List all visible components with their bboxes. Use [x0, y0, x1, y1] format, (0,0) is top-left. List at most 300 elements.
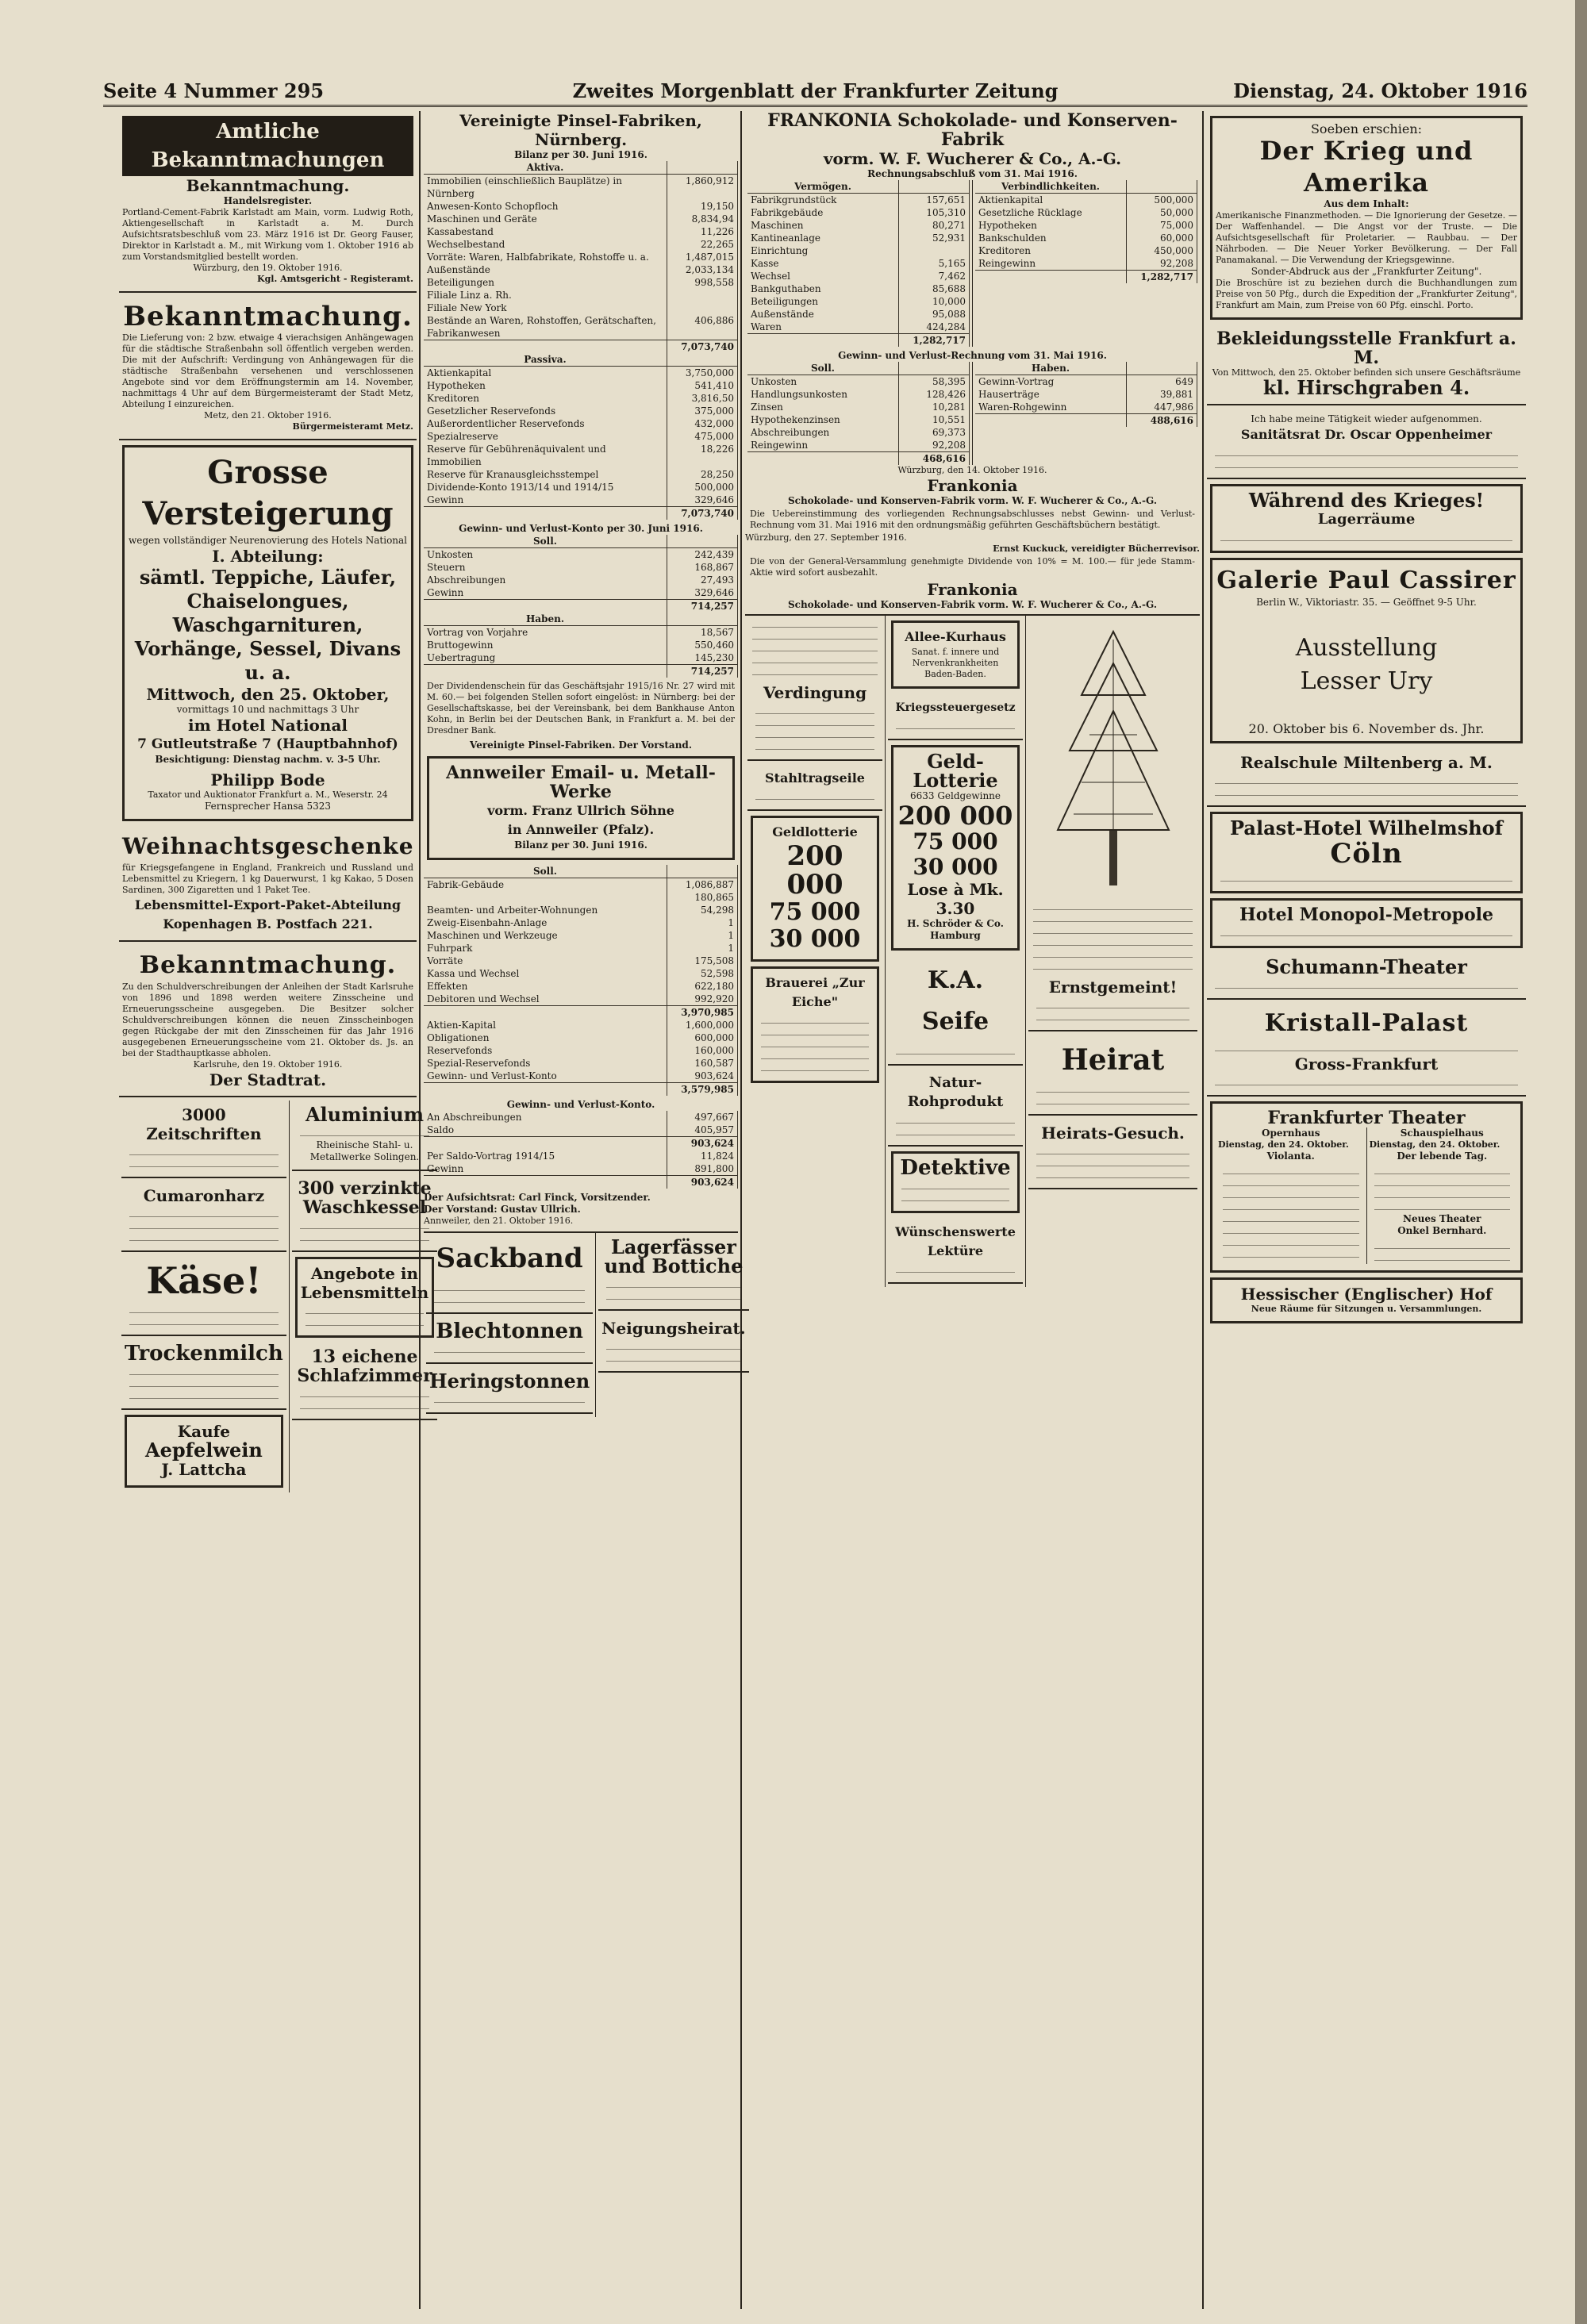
table-row: [975, 206, 1197, 219]
table-row: [424, 548, 738, 562]
row-amount: 992,920: [667, 993, 738, 1006]
notice-place: Würzburg, den 19. Oktober 1916.: [193, 263, 343, 273]
ad-headline: Palast-Hotel Wilhelmshof: [1230, 816, 1503, 839]
soll-table: [747, 362, 970, 465]
table-row: [747, 232, 970, 244]
annweiler-soll: [424, 865, 738, 1019]
row-label: Vortrag von Vorjahre: [424, 626, 667, 640]
table-row: [747, 206, 970, 219]
row-label: Waren-Rohgewinn: [975, 401, 1127, 414]
ticket-price: Lose à Mk. 3.30: [907, 880, 1004, 918]
table-row: [424, 200, 738, 213]
row-label: Kantineanlage: [747, 232, 899, 244]
row-amount: 10,000: [899, 295, 970, 308]
monopol-ad: [1210, 898, 1523, 948]
row-label: Uebertragung: [424, 651, 667, 665]
column-1: [119, 111, 432, 2309]
ad-headline: Geld-Lotterie: [913, 750, 998, 792]
balance-passiva: [424, 353, 738, 520]
table-row: [747, 295, 970, 308]
row-label: Vorräte: [424, 955, 667, 967]
table-row: [424, 225, 738, 238]
table-row: [975, 271, 1197, 284]
table-row: [424, 443, 738, 468]
small-ads-left: [119, 1101, 290, 1492]
table-row: [424, 213, 738, 225]
audit-text: Die Uebereinstimmung des vorliegenden Rechnungsabschlusses nebst Gewinn- und Verlust-Rechnung vom 31. Mai 1916 mit den ordnungsmäßig geführten Geschäftsbüchern bestätigt.: [750, 509, 1195, 530]
row-amount: 1,600,000: [667, 1019, 738, 1031]
annweiler-header: [427, 756, 735, 860]
ads-col-c: [1026, 616, 1200, 1287]
row-label: Handlungsunkosten: [747, 388, 899, 401]
row-amount: 11,226: [667, 225, 738, 238]
table-title: Gewinn- und Verlust-Konto.: [506, 1099, 655, 1110]
row-label: Vorräte: Waren, Halbfabrikate, Rohstoffe u. a.: [424, 251, 667, 263]
table-row: [424, 1070, 738, 1083]
lower-ads-area: [745, 616, 1200, 1287]
report-subtitle: Bilanz per 30. Juni 1916.: [514, 149, 647, 160]
row-amount: 58,395: [899, 375, 970, 389]
report-title: FRANKONIA Schokolade- und Konserven-Fabrik: [767, 110, 1178, 150]
row-label: Beteiligungen: [747, 295, 899, 308]
table-row: [424, 392, 738, 405]
audit-date: Würzburg, den 27. September 1916.: [745, 532, 907, 543]
table-row: [424, 904, 738, 916]
row-amount: 157,651: [899, 194, 970, 207]
dividend-text: Die von der General-Versammlung genehmigte Dividende von 10% = M. 100.— für jede Stamm-Aktie wird sofort ausbezahlt.: [750, 556, 1195, 578]
table-row: [975, 375, 1197, 389]
prize-amount: 75 000: [769, 898, 861, 926]
row-label: Debitoren und Wechsel: [424, 993, 667, 1006]
table-row: [975, 388, 1197, 401]
realschule-ad: [1207, 748, 1526, 807]
ad-address: kl. Hirschgraben 4.: [1262, 376, 1470, 399]
row-label: Reingewinn: [975, 257, 1127, 271]
row-label: Kassa und Wechsel: [424, 967, 667, 980]
exhibition-artist: Lesser Ury: [1300, 667, 1433, 695]
row-label: Gesetzliche Rücklage: [975, 206, 1127, 219]
row-amount: 160,000: [667, 1044, 738, 1057]
row-amount: 22,265: [667, 238, 738, 251]
row-label: Beamten- und Arbeiter-Wohnungen: [424, 904, 667, 916]
table-row: [424, 574, 738, 586]
ad-headline: Sackband: [436, 1243, 583, 1274]
ad-headline: Heringstonnen: [429, 1369, 590, 1392]
performance-date: Dienstag, den 24. Oktober.: [1218, 1139, 1349, 1150]
company-name: Frankonia: [927, 476, 1018, 495]
ad-headline: Blechtonnen: [436, 1319, 583, 1343]
issue-date: Dienstag, 24. Oktober 1916: [1233, 79, 1527, 102]
row-amount: 903,624: [667, 1070, 738, 1083]
row-label: Spezial-Reservefonds: [424, 1057, 667, 1070]
krieg-amerika-ad: [1210, 116, 1523, 320]
ad-headline: Lagerfässer und Bottiche: [604, 1235, 744, 1277]
auctioneer-detail: Taxator und Auktionator Frankfurt a. M., Weserstr. 24: [148, 789, 388, 800]
row-label: Kassabestand: [424, 225, 667, 238]
row-amount: 714,257: [667, 665, 738, 678]
table-row: [424, 1031, 738, 1044]
ad-headline: Grosse Versteigerung: [142, 454, 394, 532]
report-title: Vereinigte Pinsel-Fabriken, Nürnberg.: [459, 111, 702, 149]
row-amount: [667, 289, 738, 302]
row-amount: 7,462: [899, 270, 970, 282]
ad-section: I. Abteilung:: [212, 547, 324, 566]
table-row: [975, 257, 1197, 271]
table-row: [424, 1057, 738, 1070]
row-label: Fabrikgrundstück: [747, 194, 899, 207]
table-row: [424, 878, 738, 892]
row-amount: 600,000: [667, 1031, 738, 1044]
table-row: [975, 244, 1197, 257]
hessischer-hof-ad: [1210, 1277, 1523, 1323]
notice-place: Metz, den 21. Oktober 1916.: [204, 410, 332, 421]
row-amount: 903,624: [667, 1176, 738, 1189]
row-label: [424, 665, 667, 678]
table-row: [747, 375, 970, 389]
row-amount: 649: [1127, 375, 1197, 389]
table-row: [424, 367, 738, 380]
ad-location: im Hotel National: [188, 716, 348, 735]
row-label: [424, 1006, 667, 1020]
row-amount: 550,460: [667, 639, 738, 651]
row-label: An Abschreibungen: [424, 1111, 667, 1124]
ad-headline: Brauerei „Zur Eiche": [765, 975, 865, 1009]
row-label: Gewinn-Vortrag: [975, 375, 1127, 389]
row-label: Filiale New York: [424, 302, 667, 314]
ad-headline: Hotel Monopol-Metropole: [1239, 905, 1494, 925]
annweiler-passiva: [424, 1019, 738, 1096]
ad-subtitle: Lagerräume: [1317, 511, 1416, 528]
guv-soll: [424, 535, 738, 613]
table-row: [424, 586, 738, 600]
table-row: [424, 430, 738, 443]
row-amount: 175,508: [667, 955, 738, 967]
table-row: [975, 401, 1197, 414]
ad-headline: Heirats-Gesuch.: [1041, 1124, 1185, 1143]
ad-headline: 3000 Zeitschriften: [146, 1105, 262, 1143]
row-amount: 28,250: [667, 468, 738, 481]
bekleidung-ad: [1207, 325, 1526, 405]
row-label: Außenstände: [424, 263, 667, 276]
table-row: [424, 405, 738, 417]
row-label: Bankschulden: [975, 232, 1127, 244]
row-label: Effekten: [424, 980, 667, 993]
row-label: Aktienkapital: [975, 194, 1127, 207]
table-heading: Verbindlichkeiten.: [975, 180, 1127, 194]
haben-table: [975, 362, 1197, 427]
performance-title: Der lebende Tag.: [1397, 1150, 1488, 1162]
row-amount: 1: [667, 929, 738, 942]
prize-amount: 200 000: [897, 801, 1013, 831]
table-row: [424, 481, 738, 494]
annweiler-guv-soll: [424, 1111, 738, 1150]
prize-amount: 30 000: [769, 925, 861, 953]
krieges-ad: [1210, 484, 1523, 553]
table-heading: Soll.: [424, 535, 667, 548]
row-amount: 2,033,134: [667, 263, 738, 276]
row-amount: 1,487,015: [667, 251, 738, 263]
ad-headline: Cumaronharz: [143, 1186, 265, 1205]
notice-title: Bekanntmachung.: [123, 301, 413, 332]
table-title: Gewinn- und Verlust-Konto per 30. Juni 1916.: [459, 523, 703, 534]
table-row: [424, 1124, 738, 1137]
exhibition-label: Ausstellung: [1295, 634, 1438, 662]
ad-headline: Sanitätsrat Dr. Oscar Oppenheimer: [1240, 427, 1493, 442]
table-row: [747, 413, 970, 426]
row-label: Hauserträge: [975, 388, 1127, 401]
ad-note: Sonder-Abdruck aus der „Frankfurter Zeitung".: [1251, 266, 1482, 277]
table-row: [424, 600, 738, 613]
row-label: Wechselbestand: [424, 238, 667, 251]
row-label: Reserve für Kranausgleichsstempel: [424, 468, 667, 481]
row-amount: 85,688: [899, 282, 970, 295]
table-row: [975, 414, 1197, 428]
binding-gutter: [1575, 0, 1587, 2324]
row-label: Abschreibungen: [424, 574, 667, 586]
ad-headline: Stahltragseile: [765, 770, 865, 786]
row-amount: 39,881: [1127, 388, 1197, 401]
report-subtitle: vorm. Franz Ullrich Söhne: [487, 803, 674, 818]
row-label: Hypothekenzinsen: [747, 413, 899, 426]
row-amount: 432,000: [667, 417, 738, 430]
table-row: [747, 452, 970, 466]
row-amount: 500,000: [667, 481, 738, 494]
row-amount: 168,867: [667, 561, 738, 574]
row-amount: 1,282,717: [899, 334, 970, 348]
row-label: Unkosten: [424, 548, 667, 562]
ad-headline: Trockenmilch: [125, 1342, 283, 1366]
ad-company: Lebensmittel-Export-Paket-Abteilung: [134, 897, 402, 912]
row-amount: 622,180: [667, 980, 738, 993]
notice-text: Portland-Cement-Fabrik Karlstadt am Main, vorm. Ludwig Roth, Aktiengesellschaft in Karlstadt a. M. Durch Aufsichtsratsbeschluß vom 23. März 1916 ist Dr. Georg Fauser, Direktor in Karlstadt a. M., mit Wirkung vom 1. Oktober 1916 ab zum Vorstandsmitglied bestellt worden.: [122, 207, 413, 262]
palast-hotel-ad: [1210, 812, 1523, 893]
row-label: Wechsel: [747, 270, 899, 282]
row-amount: 18,226: [667, 443, 738, 468]
column-3: [745, 111, 1200, 2309]
row-amount: 447,986: [1127, 401, 1197, 414]
board-signature: Der Vorstand: Gustav Ullrich.: [424, 1204, 581, 1215]
row-amount: 95,088: [899, 308, 970, 321]
table-heading: Vermögen.: [747, 180, 899, 194]
row-amount: 7,073,740: [667, 507, 738, 520]
masthead: Zweites Morgenblatt der Frankfurter Zeitung: [572, 79, 1059, 102]
auditor: Ernst Kuckuck, vereidigter Bücherrevisor.: [993, 544, 1200, 554]
notice-signature: Kgl. Amtsgericht - Registeramt.: [257, 274, 413, 284]
cassirer-ad: [1210, 558, 1523, 743]
table-row: [747, 321, 970, 334]
row-amount: 180,865: [667, 891, 738, 904]
row-label: [424, 507, 667, 520]
row-amount: 19,150: [667, 200, 738, 213]
table-row: [424, 891, 738, 904]
row-label: [424, 340, 667, 354]
row-amount: 60,000: [1127, 232, 1197, 244]
notice-signature: Bürgermeisteramt Metz.: [292, 421, 413, 432]
table-row: [424, 665, 738, 678]
report-date: Rechnungsabschluß vom 31. Mai 1916.: [867, 168, 1078, 179]
ad-subtitle: Sanat. f. innere und Nervenkrankheiten Baden-Baden.: [911, 647, 1000, 679]
phone: Fernsprecher Hansa 5323: [204, 801, 332, 812]
row-amount: 468,616: [899, 452, 970, 466]
table-row: [747, 426, 970, 439]
theater-title: Frankfurter Theater: [1267, 1108, 1466, 1128]
row-label: Kreditoren: [424, 392, 667, 405]
ad-address: Kopenhagen B. Postfach 221.: [163, 916, 373, 932]
row-label: Hypotheken: [424, 379, 667, 392]
column-rule: [1202, 111, 1204, 2309]
column-2: [424, 111, 746, 2309]
table-row: [424, 1137, 738, 1150]
column-rule: [740, 111, 742, 2309]
row-label: Gewinn: [424, 1162, 667, 1176]
table-heading: Soll.: [747, 362, 899, 375]
table-row: [747, 219, 970, 232]
column-4: [1207, 111, 1526, 2309]
table-row: [424, 993, 738, 1006]
ad-company: Rheinische Stahl- u. Metallwerke Solingen.: [309, 1139, 420, 1162]
ads-col-b: [886, 616, 1026, 1287]
ad-headline: Verdingung: [763, 683, 867, 702]
row-amount: 424,284: [899, 321, 970, 334]
row-amount: 475,000: [667, 430, 738, 443]
row-label: Zweig-Eisenbahn-Anlage: [424, 916, 667, 929]
row-label: [424, 891, 667, 904]
ads-col-a: [745, 616, 886, 1287]
table-row: [424, 1150, 738, 1162]
table-row: [747, 257, 970, 270]
row-label: [424, 1176, 667, 1189]
table-row: [424, 639, 738, 651]
row-label: [424, 1137, 667, 1150]
table-row: [424, 251, 738, 263]
schumann-ad: [1207, 953, 1526, 1000]
table-row: [975, 232, 1197, 244]
table-heading: Aktiva.: [424, 161, 667, 175]
ad-headline: Weihnachtsgeschenke: [122, 833, 414, 859]
row-label: Immobilien (einschließlich Bauplätze) in Nürnberg: [424, 175, 667, 201]
row-amount: 1,086,887: [667, 878, 738, 892]
company-subtitle: Schokolade- und Konserven-Fabrik vorm. W. F. Wucherer & Co., A.-G.: [787, 495, 1158, 506]
row-amount: 329,646: [667, 494, 738, 507]
table-row: [424, 276, 738, 289]
ad-headline: Heirat: [1061, 1043, 1165, 1077]
row-amount: 10,281: [899, 401, 970, 413]
row-amount: [667, 302, 738, 314]
ad-headline: Kaufe: [177, 1422, 230, 1441]
row-label: Obligationen: [424, 1031, 667, 1044]
table-row: [424, 1044, 738, 1057]
table-row: [747, 194, 970, 207]
table-row: [424, 980, 738, 993]
ad-subtitle: Gross-Frankfurt: [1294, 1054, 1439, 1074]
prize-amount: 200 000: [786, 840, 843, 901]
table-row: [424, 967, 738, 980]
row-label: Reserve für Gebührenäquivalent und Immobilien: [424, 443, 667, 468]
row-amount: 27,493: [667, 574, 738, 586]
frankonia-guv: [745, 362, 1200, 465]
ad-headline: Galerie Paul Cassirer: [1216, 567, 1516, 594]
row-amount: 92,208: [1127, 257, 1197, 271]
row-label: Saldo: [424, 1124, 667, 1137]
row-amount: 3,579,985: [667, 1083, 738, 1097]
ad-headline: Geldlotterie: [772, 824, 858, 839]
table-row: [747, 282, 970, 295]
row-amount: 1: [667, 942, 738, 955]
amtliche-block: [119, 111, 417, 293]
prize-amount: 30 000: [913, 854, 998, 880]
metz-notice: [119, 296, 417, 440]
table-row: [424, 1162, 738, 1176]
theater-program: [1210, 1101, 1523, 1273]
row-label: Anwesen-Konto Schopfloch: [424, 200, 667, 213]
row-amount: 541,410: [667, 379, 738, 392]
table-row: [424, 417, 738, 430]
auction-ad: [122, 445, 413, 821]
table-row: [975, 194, 1197, 207]
ad-headline: Kristall-Palast: [1264, 1009, 1469, 1037]
table-row: [424, 379, 738, 392]
table-row: [747, 308, 970, 321]
row-amount: 10,551: [899, 413, 970, 426]
row-amount: 1: [667, 916, 738, 929]
row-label: [424, 1083, 667, 1097]
ad-headline: Allee-Kurhaus: [905, 629, 1006, 644]
report-subtitle: vorm. W. F. Wucherer & Co., A.-G.: [823, 149, 1122, 168]
row-amount: 50,000: [1127, 206, 1197, 219]
ad-time: vormittags 10 und nachmittags 3 Uhr: [176, 704, 359, 715]
row-label: Bankguthaben: [747, 282, 899, 295]
table-row: [424, 289, 738, 302]
table-row: [747, 244, 970, 257]
table-row: [424, 340, 738, 354]
table-row: [424, 302, 738, 314]
row-label: Gesetzlicher Reservefonds: [424, 405, 667, 417]
row-label: Steuern: [424, 561, 667, 574]
ad-price-text: Die Broschüre ist zu beziehen durch die Buchhandlungen zum Preise von 50 Pfg., durch die Expedition der „Frankfurter Zeitung", Frankfurt am Main, zum Preise von 60 Pfg. einschl. Porto.: [1216, 278, 1517, 310]
row-amount: 80,271: [899, 219, 970, 232]
ad-headline: Neigungsheirat.: [601, 1319, 746, 1338]
guv-haben: [424, 613, 738, 678]
page-number: Seite 4 Nummer 295: [103, 79, 325, 102]
row-amount: 375,000: [667, 405, 738, 417]
table-row: [424, 626, 738, 640]
table-row: [424, 955, 738, 967]
venue-name: Schauspielhaus: [1400, 1127, 1484, 1139]
notice-title: Bekanntmachung.: [139, 951, 397, 979]
report-place: in Annweiler (Pfalz).: [507, 822, 655, 837]
notice-signature: Der Stadtrat.: [209, 1070, 327, 1089]
weihnacht-ad: [119, 826, 417, 942]
row-amount: 54,298: [667, 904, 738, 916]
ad-headline: 300 verzinkte Waschkessel: [298, 1178, 432, 1218]
ad-section: Aus dem Inhalt:: [1324, 198, 1409, 209]
row-label: [747, 452, 899, 466]
row-label: [747, 334, 899, 348]
company-subtitle: Schokolade- und Konserven-Fabrik vorm. W. F. Wucherer & Co., A.-G.: [745, 599, 1200, 616]
row-label: Maschinen und Geräte: [424, 213, 667, 225]
row-label: Reservefonds: [424, 1044, 667, 1057]
venue-name: Neues Theater: [1403, 1213, 1481, 1224]
row-label: Spezialreserve: [424, 430, 667, 443]
ad-headline: Realschule Miltenberg a. M.: [1240, 753, 1493, 772]
row-amount: 5,165: [899, 257, 970, 270]
ad-company: J. Lattcha: [161, 1460, 247, 1479]
row-amount: 1,860,912: [667, 175, 738, 201]
table-heading: Passiva.: [424, 353, 667, 367]
report-title: Annweiler Email- u. Metall-Werke: [446, 763, 716, 802]
table-row: [424, 238, 738, 251]
row-label: Aktien-Kapital: [424, 1019, 667, 1031]
